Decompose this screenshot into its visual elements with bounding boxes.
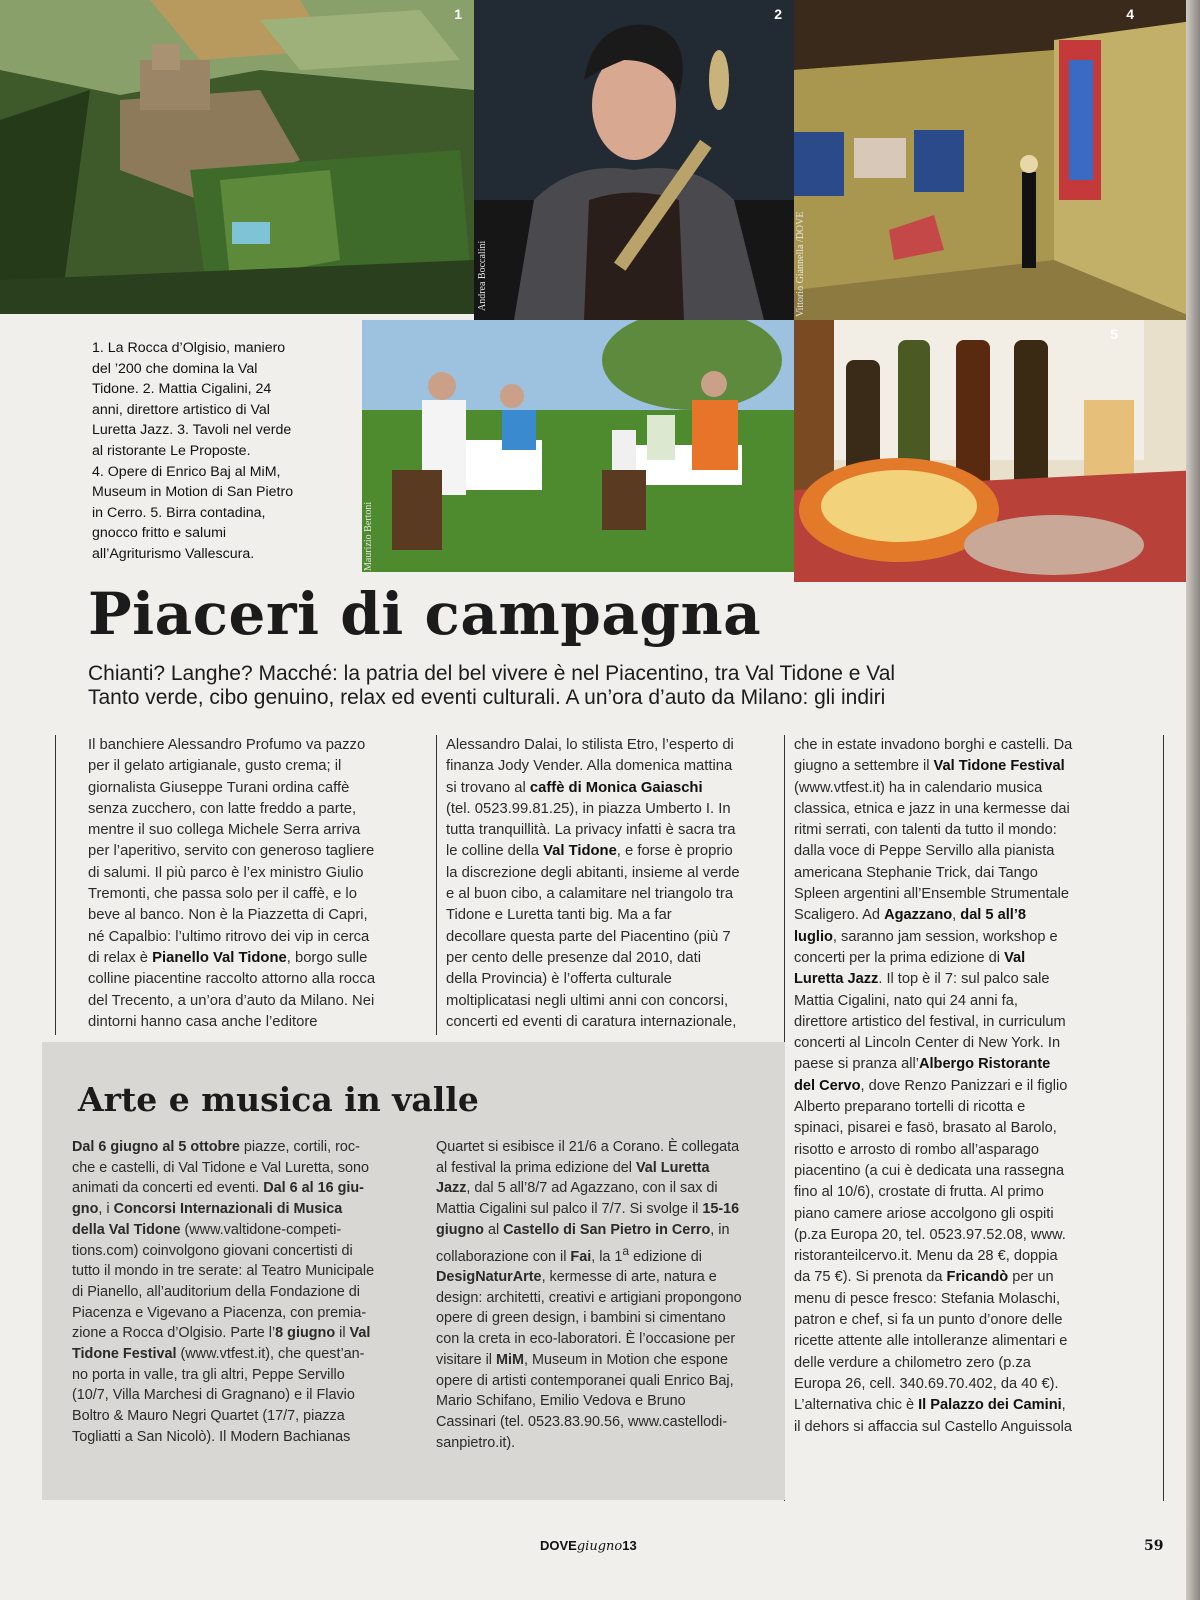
body-line: collaborazione con il Fai, la 1$^a$ edizione di	[436, 1243, 702, 1265]
page-edge-shadow	[1186, 0, 1200, 1600]
gallery-interior-image	[794, 0, 1200, 320]
body-line: Alberto preparano tortelli di ricotta e	[794, 1099, 1026, 1116]
body-line: Luretta Jazz. Il top è il 7: sul palco sale	[794, 971, 1050, 988]
event-date: luglio	[794, 928, 833, 945]
body-line: giugno a settembre il Val Tidone Festival	[794, 758, 1065, 775]
photo-credit: Maurizio Bertoni	[363, 501, 374, 571]
body-line: opere di artisti contemporanei quali Enrico Baj,	[436, 1372, 734, 1389]
body-line: del Cervo, dove Renzo Panizzari e il figlio	[794, 1077, 1068, 1094]
photo-rocca-olgisio	[0, 0, 474, 314]
body-line: di relax è Pianello Val Tidone, borgo sulle	[88, 949, 368, 966]
photo-le-proposte	[362, 320, 794, 572]
body-line: Spleen argentini all’Ensemble Strumentale	[794, 886, 1070, 903]
standfirst-line: Tanto verde, cibo genuino, relax ed eventi culturali. A un’ora d’auto da Milano: gli indiri	[88, 686, 886, 709]
body-line: al festival la prima edizione del Val Luretta	[436, 1159, 710, 1176]
body-line: Mario Schifano, Emilio Vedova e Bruno	[436, 1393, 686, 1410]
standfirst-line: Chianti? Langhe? Macché: la patria del bel vivere è nel Piacentino, tra Val Tidone e Val	[88, 662, 896, 685]
body-line: Europa 26, cell. 340.69.70.402, da 40 €).	[794, 1375, 1059, 1392]
article-column-2	[446, 735, 780, 1033]
column-divider	[1163, 735, 1164, 1501]
body-line: che in estate invadono borghi e castelli. Da	[794, 737, 1073, 753]
body-line: con la creta in eco-laboratori. È l’occasione per	[436, 1331, 736, 1348]
body-line: per il gelato artigianale, gusto crema; il	[88, 758, 342, 775]
caption-line: Museum in Motion di San Pietro	[92, 484, 294, 501]
photo-captions	[92, 338, 354, 565]
body-line: le colline della Val Tidone, e forse è proprio	[446, 843, 733, 860]
caption-line: anni, direttore artistico di Val	[92, 401, 270, 418]
caption-line: gnocco fritto e salumi	[92, 525, 227, 542]
event-name: Val	[349, 1325, 371, 1342]
body-line: sanpietro.it).	[436, 1434, 516, 1451]
body-line: Il banchiere Alessandro Profumo va pazzo	[88, 737, 366, 753]
venue-name: del Cervo	[794, 1077, 861, 1094]
body-line: concerti ed eventi di caratura internazionale,	[446, 1013, 737, 1030]
body-line: della Provincia) è l’offerta culturale	[446, 971, 672, 988]
body-line: DesigNaturArte, kermesse di arte, natura e	[436, 1269, 717, 1286]
body-line: zione a Rocca d’Olgisio. Parte l’8 giugno il Val	[72, 1325, 371, 1342]
body-line: (tel. 0523.99.81.25), in piazza Umberto I. In	[446, 800, 731, 817]
body-line: luglio, saranno jam session, workshop e	[794, 928, 1058, 945]
caption-line: all’Agriturismo Vallescura.	[92, 545, 255, 562]
magazine-footer	[540, 1538, 637, 1554]
body-line: la discrezione degli abitanti, insieme al verde	[446, 864, 740, 881]
body-line: da 75 €). Si prenota da Fricandò per un	[794, 1269, 1054, 1286]
body-line: Boltro & Mauro Negri Quartet (17/7, piazza	[72, 1408, 345, 1425]
body-line: di salumi. Il più parco è l’ex ministro Giulio	[88, 864, 364, 881]
issue-year: 13	[622, 1538, 637, 1553]
venue-name: Il Palazzo dei Camini	[918, 1397, 1062, 1414]
body-line: moltiplicatasi negli ultimi anni con concorsi,	[446, 992, 729, 1009]
ordinal-mark: a	[622, 1243, 630, 1258]
body-line: finanza Jody Vender. Alla domenica mattina	[446, 758, 733, 775]
body-line: Piacenza e Vigevano a Piacenza, con premia-	[72, 1304, 367, 1321]
body-line: né Capalbio: l’ultimo ritrovo dei vip in cerca	[88, 928, 370, 945]
body-line: (10/7, Villa Marchesi di Gragnano) e il Flavio	[72, 1387, 355, 1404]
body-line: opere di green design, i bambini si cimentano	[436, 1310, 726, 1327]
photo-number: 1	[454, 6, 462, 22]
body-line: di Pianello, all’auditorium della Fondazione di	[72, 1283, 360, 1300]
sidebar-column-2	[436, 1137, 773, 1453]
column-divider	[55, 735, 56, 1035]
body-line: (www.vtfest.it) ha in calendario musica	[794, 779, 1043, 796]
body-line: menu di pesce fresco: Stefania Molaschi,	[794, 1290, 1061, 1307]
body-line: tutta tranquillità. La privacy infatti è sacra tra	[446, 822, 736, 839]
body-line: Mattia Cigalini sul palco il 7/7. Si svolge il 15-16	[436, 1201, 740, 1218]
article-column-3	[794, 735, 1158, 1438]
article-column-1	[88, 735, 428, 1033]
body-line: visitare il MiM, Museum in Motion che espone	[436, 1351, 728, 1368]
body-line: piacentino (a cui è dedicata una rassegna	[794, 1162, 1065, 1179]
body-line: classica, etnica e jazz in una kermesse dai	[794, 800, 1070, 817]
photo-credit: Vittorio Giannella /DOVE	[795, 211, 806, 317]
event-name: Val Luretta	[635, 1159, 710, 1176]
event-name: Concorsi Internazionali di Musica	[113, 1201, 343, 1218]
body-line: Quartet si esibisce il 21/6 a Corano. È collegata	[436, 1139, 740, 1155]
body-line: fino al 10/6), crostate di frutta. Al primo	[794, 1184, 1044, 1201]
photo-number: 2	[774, 6, 782, 22]
beer-and-gnocco-image	[794, 320, 1200, 582]
body-line: della Val Tidone (www.valtidone-competi-	[72, 1221, 342, 1238]
standfirst	[88, 662, 1088, 710]
body-line: Scaligero. Ad Agazzano, dal 5 all’8	[794, 907, 1026, 924]
caption-line: al ristorante Le Proposte.	[92, 442, 251, 459]
issue-month: giugno	[576, 1539, 623, 1554]
body-line: Cassinari (tel. 0523.83.90.56, www.castellodi-	[436, 1413, 728, 1430]
caption-line: 1. La Rocca d’Olgisio, maniero	[92, 340, 286, 356]
body-line: ricette attente alle intolleranze alimentari e	[794, 1333, 1068, 1350]
event-date: Dal 6 giugno al 5 ottobre	[72, 1139, 240, 1155]
body-line: gno, i Concorsi Internazionali di Musica	[72, 1201, 343, 1218]
body-line: per l’aperitivo, servito con generoso tagliere	[88, 843, 375, 860]
body-line: direttore artistico del festival, in curriculum	[794, 1013, 1066, 1030]
event-name: Val Tidone Festival	[933, 758, 1065, 775]
body-line: decollare questa parte del Piacentino (più 7	[446, 928, 731, 945]
photo-vallescura	[794, 320, 1200, 582]
body-line: no porta in valle, tra gli altri, Peppe Servillo	[72, 1366, 345, 1383]
venue-name: Castello di San Pietro in Cerro	[503, 1221, 711, 1238]
caption-line: in Cerro. 5. Birra contadina,	[92, 504, 266, 521]
event-date: gno	[72, 1201, 99, 1218]
body-line: design: architetti, creativi e artigiani propongono	[436, 1289, 742, 1306]
body-line: beve al banco. Non è la Piazzetta di Capri,	[88, 907, 368, 924]
event-name: Jazz	[436, 1180, 467, 1197]
body-line: ristoranteilcervo.it. Menu da 28 €, doppia	[794, 1248, 1058, 1265]
event-date: 8 giugno	[275, 1325, 336, 1342]
venue-name: caffè di Monica Gaiaschi	[529, 779, 703, 796]
body-line: Jazz, dal 5 all’8/7 ad Agazzano, con il sax di	[436, 1180, 718, 1197]
body-line: Mattia Cigalini, nato qui 24 anni fa,	[794, 992, 1018, 1009]
sidebar-column-1	[72, 1137, 410, 1448]
place-name: Val Tidone	[543, 843, 617, 860]
body-line: giornalista Giuseppe Turani ordina caffè	[88, 779, 350, 796]
outdoor-dining-image	[362, 320, 794, 572]
body-line: per cento delle presenze dal 2010, dati	[446, 949, 702, 966]
event-name: DesigNaturArte	[436, 1269, 542, 1286]
body-line: Alessandro Dalai, lo stilista Etro, l’esperto di	[446, 737, 734, 753]
event-name: Tidone Festival	[72, 1346, 177, 1363]
event-name: della Val Tidone	[72, 1221, 181, 1238]
place-name: Agazzano	[884, 907, 953, 924]
body-line: ritmi serrati, con talenti da tutto il mondo:	[794, 822, 1057, 839]
event-date: dal 5 all’8	[960, 907, 1026, 924]
photo-mattia-cigalini	[474, 0, 794, 320]
event-date: Dal 6 al 16 giu-	[263, 1180, 364, 1197]
body-line: del Trecento, a un’ora d’auto da Milano. Nei	[88, 992, 375, 1009]
event-name: Luretta Jazz	[794, 971, 879, 988]
venue-name: Albergo Ristorante	[918, 1056, 1051, 1073]
body-line: tutto il mondo in tre serate: al Teatro Municipale	[72, 1263, 375, 1280]
body-line: si trovano al caffè di Monica Gaiaschi	[446, 779, 703, 796]
sidebar-title: Arte e musica in valle	[78, 1080, 479, 1119]
body-line: concerti per la prima edizione di Val	[794, 949, 1026, 966]
body-line: concerti al Lincoln Center di New York. In	[794, 1035, 1061, 1052]
body-line: L’alternativa chic è Il Palazzo dei Camini,	[794, 1397, 1066, 1414]
body-line: e al buon cibo, a calamitare nel triangolo tra	[446, 886, 734, 903]
body-line: spinaci, pisarei e fasö, brasato al Barolo,	[794, 1120, 1057, 1137]
body-line: piano camere ariose accolgono gli ospiti	[794, 1205, 1054, 1222]
caption-line: del ’200 che domina la Val	[92, 360, 258, 377]
body-line: senza zucchero, con latte freddo a parte,	[88, 800, 357, 817]
column-divider	[436, 735, 437, 1035]
body-line: Tidone Festival (www.vtfest.it), che quest’an-	[72, 1346, 365, 1363]
aerial-landscape-image	[0, 0, 474, 314]
body-line: (p.za Europa 20, tel. 0523.97.52.08, www.	[794, 1226, 1066, 1243]
body-line: Tidone e Luretta tanti big. Ma a far	[446, 907, 672, 924]
page-title: Piaceri di campagna	[88, 580, 762, 648]
body-line: americana Stephanie Trick, dai Tango	[794, 864, 1038, 881]
saxophonist-portrait-image	[474, 0, 794, 320]
body-line: risotto e arrosto di rombo all’asparago	[794, 1141, 1039, 1158]
body-line: animati da concerti ed eventi. Dal 6 al 16 giu-	[72, 1180, 364, 1197]
body-line: delle verdure a chilometro zero (p.za	[794, 1354, 1031, 1371]
event-date: giugno	[436, 1221, 484, 1238]
body-line: che e castelli, di Val Tidone e Val Luretta, sono	[72, 1159, 370, 1176]
body-line: patron e chef, si fa un punto d’onore delle	[794, 1312, 1063, 1329]
body-line: Togliatti a San Nicolò). Il Modern Bachianas	[72, 1428, 351, 1445]
body-line: colline piacentine raccolto attorno alla rocca	[88, 971, 376, 988]
body-line: Tremonti, che passa solo per il caffè, e lo	[88, 886, 357, 903]
photo-credit: Andrea Boccalini	[477, 240, 488, 311]
body-line: il dehors si affaccia sul Castello Anguissola	[794, 1418, 1072, 1435]
body-line: dalla voce di Peppe Servillo alla pianista	[794, 843, 1055, 860]
place-name: Pianello Val Tidone	[152, 949, 287, 966]
caption-line: Tidone. 2. Mattia Cigalini, 24	[92, 381, 272, 398]
body-line: giugno al Castello di San Pietro in Cerro, in	[436, 1221, 730, 1238]
brand-name: DOVE	[540, 1538, 577, 1553]
body-line: dintorni hanno casa anche l’editore	[88, 1013, 318, 1030]
event-date: 15-16	[702, 1201, 740, 1218]
body-line: tions.com) coinvolgono giovani concertisti di	[72, 1242, 353, 1259]
photo-number: 4	[1126, 6, 1134, 22]
venue-name: MiM	[495, 1351, 524, 1368]
photo-number: 5	[1110, 326, 1118, 342]
venue-name: Fricandò	[946, 1269, 1009, 1286]
org-name: Fai	[570, 1248, 592, 1265]
photo-mim-museum	[794, 0, 1200, 320]
caption-line: 4. Opere di Enrico Baj al MiM,	[92, 463, 281, 480]
caption-line: Luretta Jazz. 3. Tavoli nel verde	[92, 422, 292, 439]
body-line: mentre il suo collega Michele Serra arriva	[88, 822, 361, 839]
event-name: Val	[1004, 949, 1026, 966]
body-line: paese si pranza all’Albergo Ristorante	[794, 1056, 1051, 1073]
page-number: 59	[1144, 1538, 1164, 1554]
body-line: Dal 6 giugno al 5 ottobre piazze, cortili, roc-	[72, 1139, 360, 1155]
